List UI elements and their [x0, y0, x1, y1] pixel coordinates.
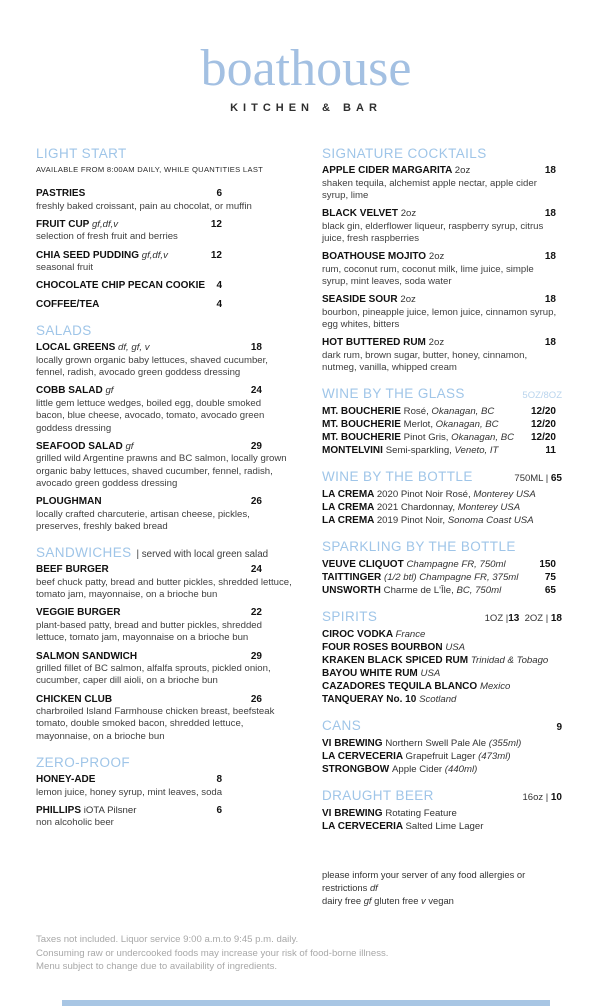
menu-column-left — [36, 146, 292, 842]
item-name-part: Trinidad & Tobago — [470, 655, 549, 667]
item-name-line — [322, 501, 562, 514]
section-header — [36, 323, 292, 338]
item-name-line — [322, 444, 562, 457]
item-name-part: Semi-sparkling, — [385, 445, 455, 457]
item-name-line — [322, 571, 562, 584]
item-name-part: USA — [445, 642, 466, 654]
section-header — [322, 386, 562, 401]
item-price: 18 — [544, 337, 556, 349]
item-name-part: iOTA Pilsner — [83, 804, 137, 816]
item-name-line — [322, 628, 562, 641]
section-title: SPIRITS — [322, 609, 378, 625]
item-name-line — [322, 251, 562, 264]
item-price: 65 — [544, 585, 556, 597]
menu-item — [322, 584, 562, 597]
menu-item — [36, 774, 292, 799]
menu-item — [322, 444, 562, 457]
section-subnote: AVAILABLE FROM 8:00AM DAILY, WHILE QUANTITIES LAST — [36, 165, 264, 174]
menu-item — [322, 737, 562, 750]
item-name-part: 2021 Chardonnay, — [376, 502, 458, 514]
item-name-line — [36, 219, 292, 232]
item-price: 18 — [544, 251, 556, 263]
section-price-note — [522, 390, 562, 401]
item-name-part: BAYOU WHITE RUM — [322, 668, 421, 680]
item-price: 18 — [544, 208, 556, 220]
menu-item — [36, 342, 292, 379]
item-name-line — [322, 337, 562, 350]
item-price: 8 — [216, 774, 222, 786]
menu-section-sandwiches — [36, 545, 292, 743]
item-name-part: STRONGBOW — [322, 764, 392, 776]
section-header — [36, 146, 292, 161]
section-header — [36, 755, 292, 770]
item-name-part: Pinot Gris, — [403, 432, 452, 444]
item-name-part: 2oz — [428, 251, 445, 263]
item-name-part: CHICKEN CLUB — [36, 693, 113, 705]
menu-item — [322, 431, 562, 444]
section-title: DRAUGHT BEER — [322, 788, 434, 804]
menu-item — [322, 337, 562, 374]
menu-item — [322, 641, 562, 654]
item-name-part: FOUR ROSES BOURBON — [322, 642, 446, 654]
item-name-part: Apple Cider — [392, 764, 445, 776]
footer-notes — [36, 933, 536, 974]
section-price-part: 10 — [550, 792, 562, 804]
item-name-part: Okanagan, BC — [435, 419, 499, 431]
section-title: SALADS — [36, 323, 92, 339]
item-description: locally grown organic baby lettuces, shaved cucumber, fennel, radish, avocado green goddess dressing — [36, 354, 268, 379]
item-price: 12/20 — [530, 406, 556, 418]
item-name-part: KRAKEN BLACK SPICED RUM — [322, 655, 471, 667]
section-title: SPARKLING BY THE BOTTLE — [322, 539, 516, 555]
item-description: black gin, elderflower liqueur, raspberry syrup, citrus juice, fresh raspberries — [322, 220, 544, 244]
item-name-part: 2020 Pinot Noir Rosé, — [376, 489, 474, 501]
item-name-line — [322, 488, 562, 501]
menu-item — [322, 488, 562, 501]
item-name-line — [322, 737, 562, 750]
menu-item — [322, 165, 562, 202]
item-name-line — [36, 607, 292, 620]
item-price: 18 — [544, 165, 556, 176]
item-name-part: CIROC VODKA — [322, 629, 396, 641]
section-price-part: 5OZ/8OZ — [522, 390, 562, 402]
item-description: grilled fillet of BC salmon, alfalfa sprouts, pickled onion, cucumber, caper dill aioli, on a brioche bun — [36, 663, 271, 687]
menu-item — [322, 807, 562, 820]
section-header — [36, 545, 292, 560]
item-name-line — [322, 418, 562, 431]
item-name-part: Champagne FR, 750ml — [406, 559, 506, 571]
item-name-part: LA CREMA — [322, 515, 377, 527]
menu-item — [36, 564, 292, 601]
item-price: 75 — [544, 572, 556, 584]
menu-section-sparkling — [322, 539, 562, 597]
menu-section-wine-bottle — [322, 469, 562, 527]
menu-item — [322, 418, 562, 431]
menu-item — [36, 607, 292, 644]
item-name-part: Scotland — [419, 694, 457, 706]
item-name-part: 2019 Pinot Noir, — [376, 515, 448, 527]
section-header — [322, 469, 562, 484]
item-price: 22 — [250, 607, 262, 619]
allergy-note-part: dairy free — [322, 895, 364, 906]
item-name-part: HOT BUTTERED RUM — [322, 337, 429, 349]
item-name-line — [322, 693, 562, 706]
item-description: plant-based patty, bread and butter pickles, shredded lettuce, tomato jam, mayonnaise on a brioche bun — [36, 619, 262, 644]
menu-item — [36, 280, 292, 293]
section-price-part: 16oz | — [522, 792, 551, 804]
menu-section-light-start — [36, 146, 292, 311]
section-price-note — [556, 722, 562, 733]
menu-section-signature-cocktails — [322, 146, 562, 374]
item-description: dark rum, brown sugar, butter, honey, cinnamon, nutmeg, vanilla, whipped cream — [322, 349, 528, 374]
allergy-note-part: df — [369, 882, 378, 893]
item-name-line — [322, 165, 562, 178]
item-name-part: CAZADORES TEQUILA BLANCO — [322, 681, 480, 693]
restaurant-logo — [0, 42, 612, 114]
item-name-line — [322, 431, 562, 444]
item-name-part: HONEY-ADE — [36, 774, 96, 786]
item-description: lemon juice, honey syrup, mint leaves, soda — [36, 786, 223, 798]
section-price-note — [514, 473, 562, 484]
menu-item — [322, 654, 562, 667]
menu-item — [36, 805, 292, 830]
item-name-part: BLACK VELVET — [322, 208, 401, 220]
menu-section-cans — [322, 718, 562, 776]
menu-column-right — [322, 146, 562, 845]
item-name-part: gf,df,v — [91, 218, 119, 230]
item-price: 12 — [210, 218, 222, 230]
item-name-part: gf — [125, 440, 134, 452]
item-description: bourbon, pineapple juice, lemon juice, cinnamon syrup, egg whites, bitters — [322, 306, 557, 331]
item-name-part: 2oz — [454, 165, 471, 176]
item-name-part: PLOUGHMAN — [36, 496, 102, 508]
item-name-line — [36, 250, 292, 263]
item-price: 4 — [216, 298, 222, 310]
item-name-part: Monterey USA — [473, 489, 536, 501]
menu-item — [322, 628, 562, 641]
item-name-line — [36, 564, 292, 577]
item-name-part: MT. BOUCHERIE — [322, 419, 404, 431]
item-name-line — [322, 763, 562, 776]
section-title: SANDWICHES — [36, 545, 132, 561]
item-price: 12 — [210, 249, 222, 261]
menu-section-spirits — [322, 609, 562, 706]
item-name-part: Merlot, — [403, 419, 436, 431]
item-name-line — [322, 750, 562, 763]
item-name-part: Northern Swell Pale Ale — [385, 738, 489, 750]
item-description: rum, coconut rum, coconut milk, lime juice, simple syrup, mint leaves, soda water — [322, 263, 534, 287]
menu-item — [322, 208, 562, 245]
menu-item — [36, 694, 292, 743]
menu-item — [322, 571, 562, 584]
allergy-note-part: vegan — [425, 895, 454, 906]
item-description: grilled wild Argentine prawns and BC salmon, locally grown organic baby lettuces, shaved cucumber, fennel, radish, avocado green goddess dressing — [36, 453, 287, 489]
item-name-part: MT. BOUCHERIE — [322, 432, 404, 444]
item-name-line — [36, 342, 292, 355]
item-name-part: CHOCOLATE CHIP PECAN COOKIE — [36, 280, 206, 292]
item-name-line — [36, 651, 292, 664]
item-name-part: (1/2 btl) Champagne FR, 375ml — [384, 572, 522, 584]
menu-item — [322, 501, 562, 514]
item-name-line — [322, 680, 562, 693]
item-name-part: Rosé, — [403, 406, 432, 418]
section-header — [322, 539, 562, 554]
item-name-line — [322, 584, 562, 597]
menu-item — [36, 188, 292, 213]
item-name-part: LOCAL GREENS — [36, 342, 119, 354]
section-header — [322, 146, 562, 161]
section-price-part: 2OZ | — [519, 613, 551, 625]
item-name-part: 2oz — [400, 208, 417, 220]
footer-line: Taxes not included. Liquor service 9:00 a.m.to 9:45 p.m. daily. — [36, 934, 299, 945]
menu-item — [322, 514, 562, 527]
item-name-line — [322, 820, 562, 833]
section-header — [322, 609, 562, 624]
item-name-line — [36, 805, 292, 818]
logo-subtitle: KITCHEN & BAR — [230, 102, 382, 114]
item-price: 4 — [216, 280, 222, 292]
item-name-part: VI BREWING — [322, 808, 386, 820]
item-price: 12/20 — [530, 432, 556, 444]
item-name-part: TANQUERAY No. 10 — [322, 694, 420, 706]
bottom-accent-bar — [62, 1000, 550, 1006]
item-name-part: LA CERVECERIA — [322, 821, 406, 833]
item-price: 18 — [250, 342, 262, 354]
item-description: charbroiled Island Farmhouse chicken breast, beefsteak tomato, double smoked bacon, shredded lettuce, mayonnaise, on a brioche bun — [36, 706, 275, 742]
allergy-note-part: gluten free — [371, 895, 422, 906]
item-name-line — [36, 496, 292, 509]
item-name-part: 2oz — [428, 337, 445, 349]
item-description: locally crafted charcuterie, artisan cheese, pickles, preserves, freshly baked bread — [36, 508, 250, 533]
section-title: ZERO-PROOF — [36, 755, 130, 771]
item-name-part: VEGGIE BURGER — [36, 607, 121, 619]
section-price-part: 1OZ | — [484, 613, 509, 625]
item-name-line — [322, 807, 562, 820]
item-description: shaken tequila, alchemist apple nectar, apple cider syrup, lime — [322, 177, 537, 201]
item-name-part: VEUVE CLIQUOT — [322, 559, 407, 571]
section-title: SIGNATURE COCKTAILS — [322, 146, 487, 161]
item-name-line — [322, 667, 562, 680]
item-name-part: (355ml) — [488, 738, 522, 750]
item-name-part: PHILLIPS — [36, 804, 84, 816]
allergy-note-part: gf — [363, 895, 372, 906]
item-name-line — [36, 441, 292, 454]
item-price: 12/20 — [530, 419, 556, 431]
item-name-part: FRUIT CUP — [36, 218, 92, 230]
item-price: 24 — [250, 564, 262, 576]
menu-item — [36, 441, 292, 490]
menu-item — [36, 651, 292, 688]
item-name-line — [322, 654, 562, 667]
item-name-part: Okanagan, BC — [431, 406, 495, 418]
item-name-part: COBB SALAD — [36, 385, 106, 397]
item-name-part: (440ml) — [444, 764, 478, 776]
menu-item — [36, 250, 292, 275]
logo-title: boathouse — [200, 40, 412, 97]
item-name-part: Rotating Feature — [385, 808, 457, 820]
item-description: freshly baked croissant, pain au chocolat, or muffin — [36, 200, 252, 212]
section-title: WINE BY THE GLASS — [322, 386, 465, 402]
item-name-part: LA CREMA — [322, 489, 377, 501]
item-name-part: Charme de L'Île, — [383, 585, 457, 597]
item-name-line — [322, 641, 562, 654]
item-name-part: CHIA SEED PUDDING — [36, 249, 142, 261]
item-price: 26 — [250, 693, 262, 705]
allergy-note-part: please inform your server of any food allergies or restrictions — [322, 869, 528, 893]
item-name-part: PASTRIES — [36, 188, 86, 199]
item-description: selection of fresh fruit and berries — [36, 231, 178, 243]
item-name-part: UNSWORTH — [322, 585, 384, 597]
item-name-part: BEEF BURGER — [36, 564, 109, 576]
footer-line: Consuming raw or undercooked foods may increase your risk of food-borne illness. — [36, 947, 389, 959]
item-price: 150 — [539, 559, 556, 571]
menu-section-draught-beer — [322, 788, 562, 833]
item-name-part: BC, 750ml — [456, 585, 502, 597]
menu-section-salads — [36, 323, 292, 533]
item-name-part: SEASIDE SOUR — [322, 294, 401, 306]
menu-item — [322, 667, 562, 680]
menu-section-wine-glass — [322, 386, 562, 457]
item-name-part: df, gf, v — [118, 342, 150, 354]
section-title-suffix: | served with local green salad — [136, 549, 269, 561]
section-price-part: 9 — [556, 722, 562, 734]
allergy-note — [322, 868, 572, 907]
item-name-part: France — [395, 629, 426, 641]
item-price: 11 — [545, 445, 556, 457]
footer-line: Menu subject to change due to availability of ingredients. — [36, 961, 278, 972]
section-price-note — [485, 613, 562, 624]
item-name-part: SALMON SANDWICH — [36, 650, 138, 662]
item-name-part: VI BREWING — [322, 738, 386, 750]
section-price-note — [523, 792, 562, 803]
item-description: beef chuck patty, bread and butter pickles, shredded lettuce, tomato jam, mayonnaise, on a brioche bun — [36, 576, 292, 601]
menu-item — [322, 750, 562, 763]
item-name-part: SEAFOOD SALAD — [36, 440, 126, 452]
item-description: non alcoholic beer — [36, 817, 114, 829]
item-name-line — [322, 294, 562, 307]
item-price: 6 — [216, 188, 222, 199]
item-name-line — [36, 280, 292, 293]
allergy-note-line — [322, 894, 572, 907]
item-name-part: LA CREMA — [322, 502, 377, 514]
item-name-part: TAITTINGER — [322, 572, 385, 584]
item-name-part: USA — [420, 668, 441, 680]
allergy-note-part: v — [421, 895, 426, 906]
item-price: 6 — [216, 804, 222, 816]
item-name-part: Okanagan, BC — [451, 432, 515, 444]
item-name-part: Mexico — [479, 681, 511, 693]
menu-item — [36, 219, 292, 244]
menu-item — [322, 680, 562, 693]
item-price: 29 — [250, 650, 262, 662]
section-title: LIGHT START — [36, 146, 127, 161]
section-title: WINE BY THE BOTTLE — [322, 469, 473, 485]
menu-item — [322, 294, 562, 331]
item-name-part: COFFEE/TEA — [36, 298, 100, 310]
item-name-part: LA CERVECERIA — [322, 751, 406, 763]
menu-item — [322, 820, 562, 833]
menu-item — [36, 299, 292, 312]
menu-item — [322, 251, 562, 288]
item-name-line — [36, 299, 292, 312]
menu-section-zero-proof — [36, 755, 292, 830]
section-price-part: 750ML | — [514, 473, 551, 485]
menu-item — [322, 405, 562, 418]
item-name-line — [36, 385, 292, 398]
item-price: 24 — [250, 385, 262, 397]
item-name-part: gf,df,v — [141, 249, 168, 261]
section-header — [322, 718, 562, 733]
item-price: 18 — [544, 294, 556, 306]
item-name-line — [322, 558, 562, 571]
item-name-line — [36, 774, 292, 787]
item-name-part: 2oz — [400, 294, 416, 306]
menu-item — [36, 385, 292, 434]
item-name-line — [36, 188, 292, 201]
section-header — [322, 788, 562, 803]
item-name-line — [322, 405, 562, 418]
item-name-part: Grapefruit Lager — [405, 751, 479, 763]
item-name-part: (473ml) — [478, 751, 511, 763]
section-title: CANS — [322, 718, 362, 734]
menu-item — [36, 496, 292, 533]
item-name-part: Monterey USA — [457, 502, 521, 514]
section-price-part: 13 — [508, 613, 520, 625]
menu-item — [322, 763, 562, 776]
item-name-part: APPLE CIDER MARGARITA — [322, 165, 455, 176]
menu-item — [322, 558, 562, 571]
item-name-part: Sonoma Coast USA — [447, 515, 534, 527]
menu-item — [322, 693, 562, 706]
item-name-part: MONTELVINI — [322, 445, 386, 457]
item-description: seasonal fruit — [36, 262, 94, 274]
item-price: 29 — [250, 440, 262, 452]
item-name-part: Salted Lime Lager — [405, 821, 484, 833]
item-name-part: gf — [105, 385, 114, 397]
item-name-line — [322, 514, 562, 527]
item-name-line — [322, 208, 562, 221]
item-name-part: BOATHOUSE MOJITO — [322, 251, 429, 263]
item-name-part: MT. BOUCHERIE — [322, 406, 404, 418]
item-name-part: Veneto, IT — [454, 445, 499, 457]
item-price: 26 — [250, 496, 262, 508]
section-price-part: 65 — [550, 473, 562, 485]
item-description: little gem lettuce wedges, boiled egg, double smoked bacon, blue cheese, avocado, tomato, avocado green goddess dressing — [36, 397, 265, 434]
item-name-line — [36, 694, 292, 707]
allergy-note-line — [322, 868, 572, 894]
section-price-part: 18 — [550, 613, 562, 625]
